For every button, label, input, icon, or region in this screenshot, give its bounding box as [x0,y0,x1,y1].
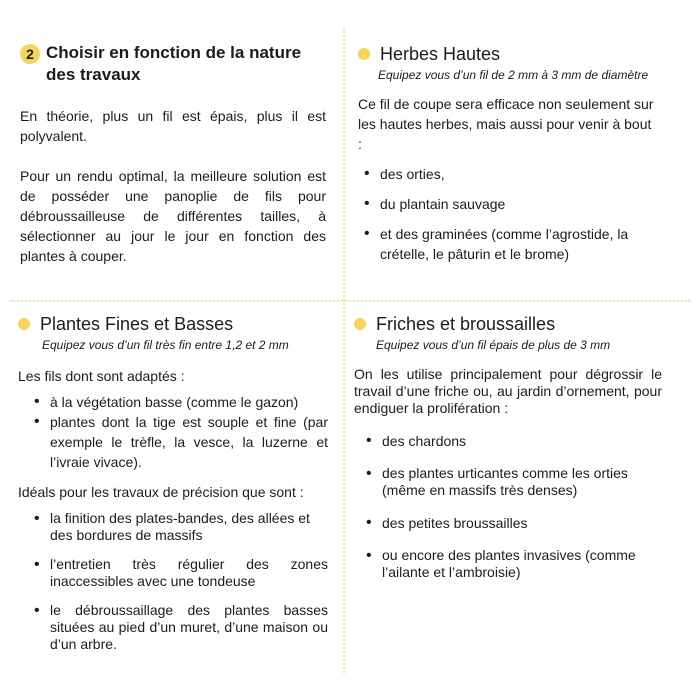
section-herbes-hautes [358,42,658,264]
section-title: Choisir en fonction de la nature des travaux [46,43,302,84]
plant-list [358,164,658,264]
bullet-dot-icon [358,48,370,60]
section-intro: Ce fil de coupe sera efficace non seulement sur les hautes herbes, mais aussi pour venir à bout : [358,96,654,152]
list-item: • l’entretien très régulier des zones inaccessibles avec une tondeuse [28,556,328,590]
section-heading [18,312,328,336]
section-subtitle: Equipez vous d’un fil épais de plus de 3 mm [376,338,611,352]
list-item: • des plantes urticantes comme les orties (même en massifs très denses) [360,465,662,499]
section-heading [358,42,658,66]
list-item: • des chardons [360,431,662,451]
horizontal-divider [10,300,690,302]
list-item: • ou encore des plantes invasives (comme l’ailante et l’ambroisie) [360,547,662,581]
paragraph-optimal: Pour un rendu optimal, la meilleure solution est de posséder une panoplie de fils pour débroussailleuse de différentes tailles, à sélectionner au jour le jour en fonction des plantes à couper. [20,168,326,264]
section-choose-by-work [20,42,326,266]
list-item: • des petites broussailles [360,513,662,533]
suited-list [18,392,328,472]
vertical-divider [343,28,345,673]
bullet-dot-icon [354,318,366,330]
section-intro: On les utilise principalement pour dégrossir le travail d’une friche ou, au jardin d’ornement, pour endiguer la prolifération : [354,366,662,416]
list-item: • le débroussaillage des plantes basses situées au pied d’un muret, d’une maison ou d’un arbre. [28,602,328,653]
section-intro: Les fils dont sont adaptés : [18,368,185,384]
list-item: • la finition des plates-bandes, des allées et des bordures de massifs [28,510,328,544]
list-item: • et des graminées (comme l’agrostide, la crételle, le pâturin et le brome) [358,224,658,264]
section-friches [354,312,662,581]
bullet-dot-icon [18,318,30,330]
section-heading [20,42,326,86]
list-item: • du plantain sauvage [358,194,658,214]
section-title: Friches et broussailles [376,314,556,334]
list-item: • des orties, [358,164,658,184]
section-subtitle: Equipez vous d’un fil de 2 mm à 3 mm de diamètre [378,68,649,82]
paragraph-theory: En théorie, plus un fil est épais, plus il est polyvalent. [20,108,326,144]
list-item: • à la végétation basse (comme le gazon) [28,392,328,412]
section-plantes-fines [18,312,328,653]
section-heading [354,312,662,336]
list-item: • plantes dont la tige est souple et fine (par exemple le trèfle, la vesce, la luzerne et l’ivraie vivace). [28,412,328,472]
section-title: Plantes Fines et Basses [40,314,234,334]
plant-list [354,431,662,581]
section-subtitle: Equipez vous d’un fil très fin entre 1,2 et 2 mm [42,338,289,352]
section-intro-precision: Idéals pour les travaux de précision que sont : [18,484,304,500]
precision-list [18,510,328,653]
step-number-badge: 2 [20,44,40,64]
section-title: Herbes Hautes [380,44,501,64]
